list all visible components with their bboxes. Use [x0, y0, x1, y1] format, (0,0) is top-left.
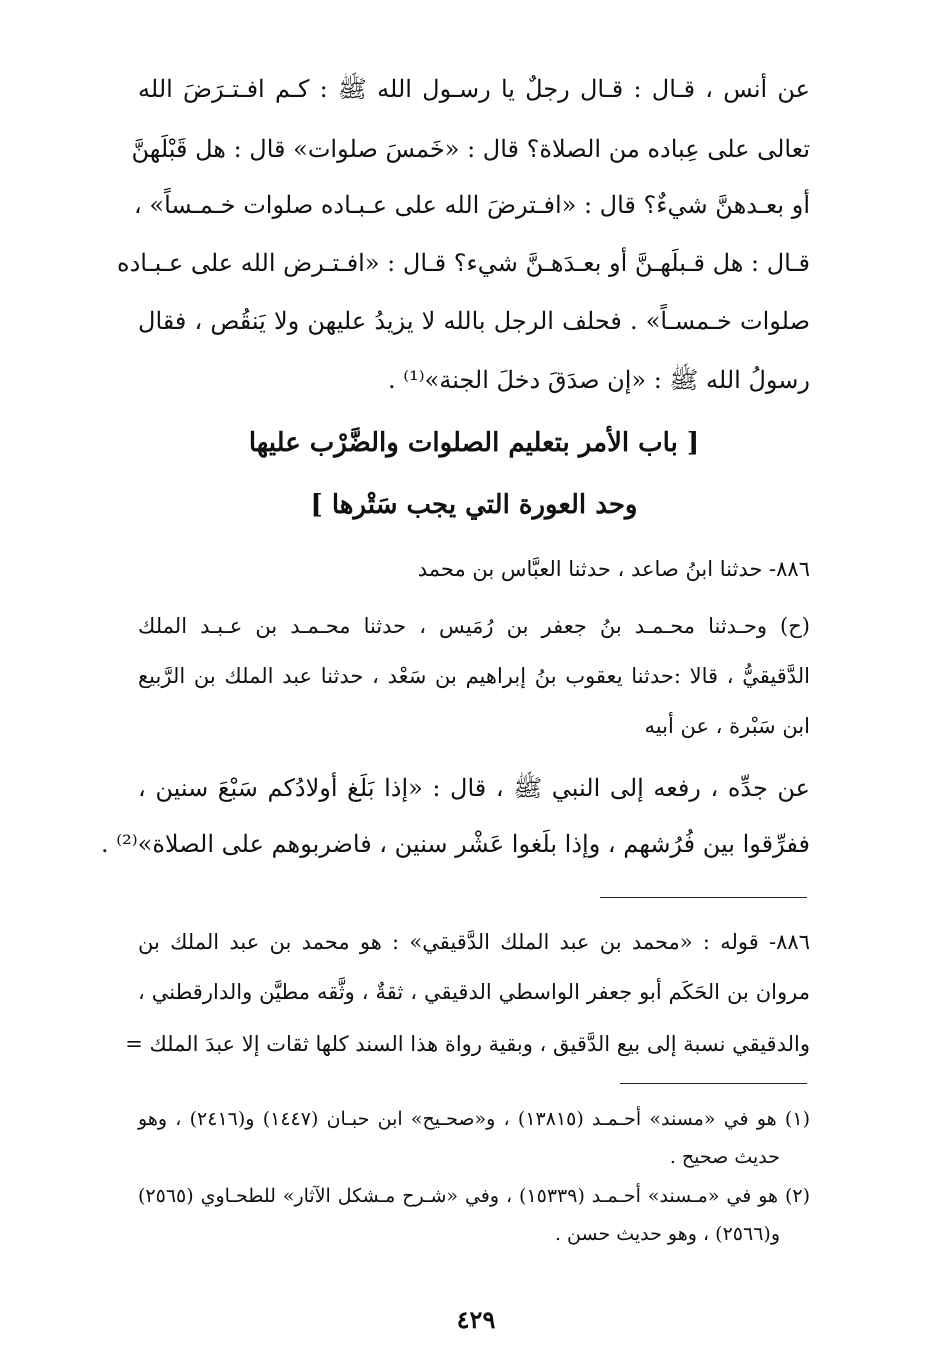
- chapter-title-line-1: [ باب الأمر بتعليم الصلوات والضَّرْب عليها: [248, 428, 700, 458]
- text-line: عن أنس ، قـال : قـال رجلٌ يا رسـول الله ﷺ : كـم افـتـرَضَ الله: [138, 75, 810, 103]
- text-line: صلوات خـمسـاً» . فحلف الرجل بالله لا يزيدُ عليهن ولا يَنقُص ، فقال: [138, 307, 810, 335]
- matn-line: عن جدِّه ، رفعه إلى النبي ﷺ ، قال : «إذا بَلَغ أولادُكم سَبْعَ سنين ،: [138, 774, 810, 802]
- footnote-1-cont: حديث صحيح .: [669, 1146, 780, 1168]
- matn-line: ففرِّقوا بين فُرُشهم ، وإذا بلَغوا عَشْر سنين ، فاضربوهم على الصلاة»⁽²⁾ .: [100, 830, 810, 858]
- isnad-line: (ح) وحـدثنا محـمـد بنُ جعفر بن رُمَيس ، حدثنا محـمـد بن عـبـد الملك: [138, 614, 810, 638]
- text-line: تعالى على عِباده من الصلاة؟ قال : «خَمسَ صلوات» قال : هل قَبْلَهنَّ: [131, 135, 810, 163]
- text-line: قـال : هل قـبلَهـنَّ أو بعـدَهـنَّ شيء؟ قـال : «افـتـرض الله على عـبـاده: [117, 249, 810, 277]
- text-line: أو بعـدهنَّ شيءٌ؟ قال : «افـترضَ الله على عـبـاده صلوات خـمـساً» ،: [134, 191, 810, 219]
- commentary-line: مروان بن الحَكَم أبو جعفر الواسطي الدقيقي ، ثقةٌ ، وثَّقه مطيَّن والدارقطني ،: [138, 980, 810, 1004]
- text-line: رسولُ الله ﷺ : «إن صدَقَ دخلَ الجنة»⁽¹⁾ .: [387, 366, 810, 394]
- footnotes-divider: [620, 1083, 807, 1084]
- chapter-title-line-2: وحد العورة التي يجب سَتْرها ]: [310, 490, 638, 520]
- commentary-divider: [600, 897, 807, 898]
- isnad-line: ٨٨٦- حدثنا ابنُ صاعد ، حدثنا العبَّاس بن محمد: [417, 557, 810, 581]
- footnote-2-cont: و(٢٥٦٦) ، وهو حديث حسن .: [554, 1223, 780, 1245]
- isnad-line: ابن سَبْرة ، عن أبيه: [644, 714, 810, 738]
- commentary-line: ٨٨٦- قوله : «محمد بن عبد الملك الدَّقيقي» : هو محمد بن عبد الملك بن: [138, 930, 810, 954]
- footnote-1: (١) هو في «مسند» أحـمـد (١٣٨١٥) ، و«صحـيح» ابن حبـان (١٤٤٧) و(٢٤١٦) ، وهو: [138, 1108, 810, 1130]
- isnad-line: الدَّقيقيُّ ، قالا :حدثنا يعقوب بنُ إبراهيم بن سَعْد ، حدثنا عبد الملك بن الرَّبيع: [138, 664, 810, 688]
- page-number: ٤٢٩: [456, 1305, 496, 1334]
- commentary-line: والدقيقي نسبة إلى بيع الدَّقيق ، وبقية رواة هذا السند كلها ثقات إلا عبدَ الملك =: [125, 1032, 810, 1056]
- footnote-2: (٢) هو في «مـسند» أحـمـد (١٥٣٣٩) ، وفي «شـرح مـشكل الآثار» للطحـاوي (٢٥٦٥): [138, 1185, 810, 1207]
